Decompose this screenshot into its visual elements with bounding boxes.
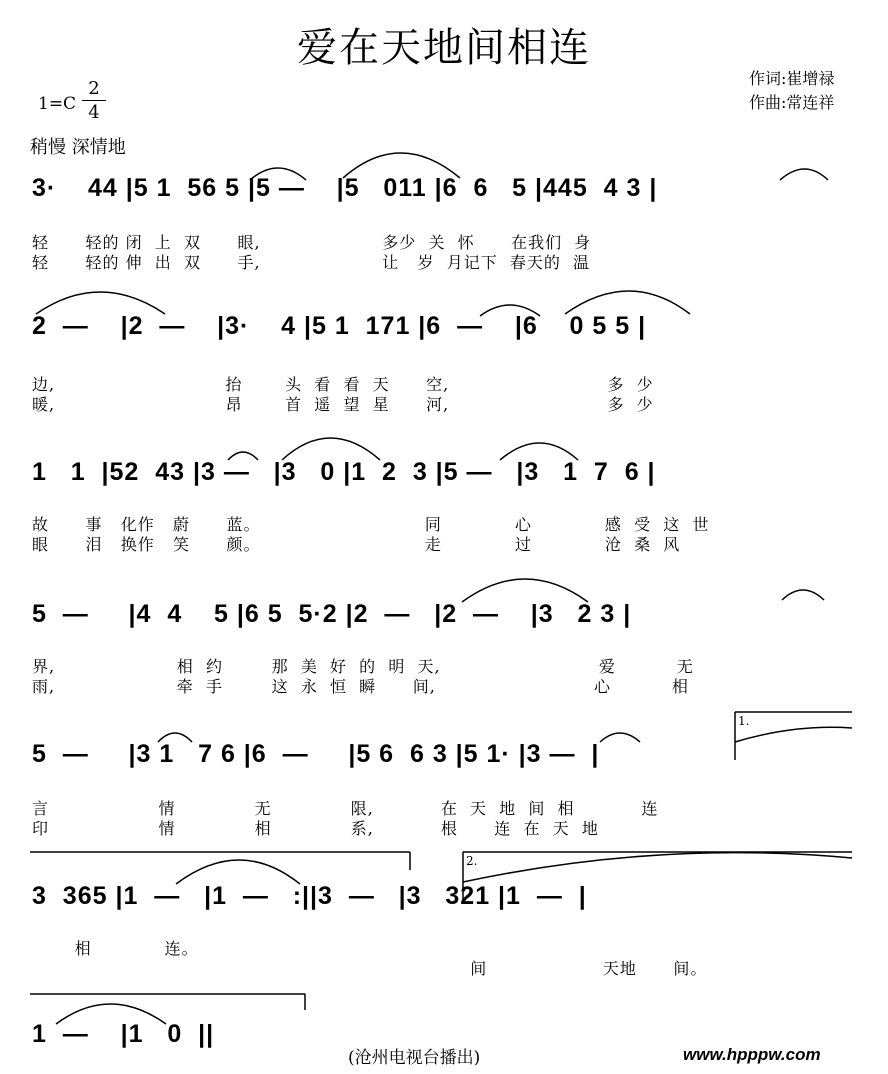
notation-line: 2 — |2 — |3· 4 |5 1 171 |6 — |6 0 5 5 |: [32, 312, 647, 340]
lyric-verse-2: 间 天地 间。: [32, 959, 708, 978]
slur-marks: [0, 590, 888, 650]
lyric-verse-1: 边, 抬 头 看 看 天 空, 多 少: [32, 375, 654, 394]
notation-line: 3· 44 |5 1 56 5 |5 — |5 011 |6 6 5 |445 4 3 |: [32, 174, 658, 202]
time-signature: [82, 78, 106, 123]
lyric-verse-2: 暖, 昂 首 遥 望 星 河, 多 少: [32, 395, 654, 414]
lyric-verse-1: 界, 相 约 那 美 好 的 明 天, 爱 无: [32, 657, 694, 676]
slur-marks: [0, 714, 888, 790]
lyricist-credit: 作词:崔增禄: [749, 69, 835, 88]
song-title: 爱在天地间相连: [297, 25, 591, 71]
lyric-verse-2: 眼 泪 换作 笑 颜。 走 过 沧 桑 风: [32, 535, 681, 554]
slur-marks: [0, 300, 888, 360]
notation-line: 3 365 |1 — |1 — :||3 — |3 321 |1 — |: [32, 882, 587, 910]
notation-line: 1 1 |52 43 |3 — |3 0 |1 2 3 |5 — |3 1 7 6 |: [32, 458, 656, 486]
slur-marks: [0, 450, 888, 510]
volta-2-label: 2.: [466, 854, 478, 868]
tempo-marking: 稍慢 深情地: [30, 137, 126, 158]
lyric-verse-1: 故 事 化作 蔚 蓝。 同 心 感 受 这 世: [32, 515, 710, 534]
lyric-verse-1: 言 情 无 限, 在 天 地 间 相 连: [32, 799, 659, 818]
time-signature-bar: [82, 100, 106, 101]
key-signature: 1=C: [38, 94, 77, 114]
notation-line: 5 — |4 4 5 |6 5 5·2 |2 — |2 — |3 2 3 |: [32, 600, 632, 628]
lyric-verse-1: 轻 轻的 闭 上 双 眼, 多少 关 怀 在我们 身: [32, 233, 592, 252]
volta-1-label: 1.: [738, 714, 750, 728]
composer-credit: 作曲:常连祥: [749, 93, 835, 112]
notation-line: 5 — |3 1 7 6 |6 — |5 6 6 3 |5 1· |3 — |: [32, 740, 600, 768]
lyric-verse-1: 相 连。: [32, 939, 199, 958]
time-signature-top: 2: [88, 78, 100, 99]
notation-line: 1 — |1 0 ||: [32, 1020, 215, 1048]
website-watermark: www.hpppw.com: [683, 1045, 821, 1064]
slur-marks: [0, 168, 888, 228]
broadcast-note: (沧州电视台播出): [348, 1048, 481, 1068]
time-signature-bottom: 4: [88, 102, 100, 123]
lyric-verse-2: 轻 轻的 伸 出 双 手, 让 岁 月记下 春天的 温: [32, 253, 591, 272]
slur-marks: [0, 854, 888, 930]
lyric-verse-2: 印 情 相 系, 根 连 在 天 地: [32, 819, 599, 838]
lyric-verse-2: 雨, 牵 手 这 永 恒 瞬 间, 心 相: [32, 677, 689, 696]
